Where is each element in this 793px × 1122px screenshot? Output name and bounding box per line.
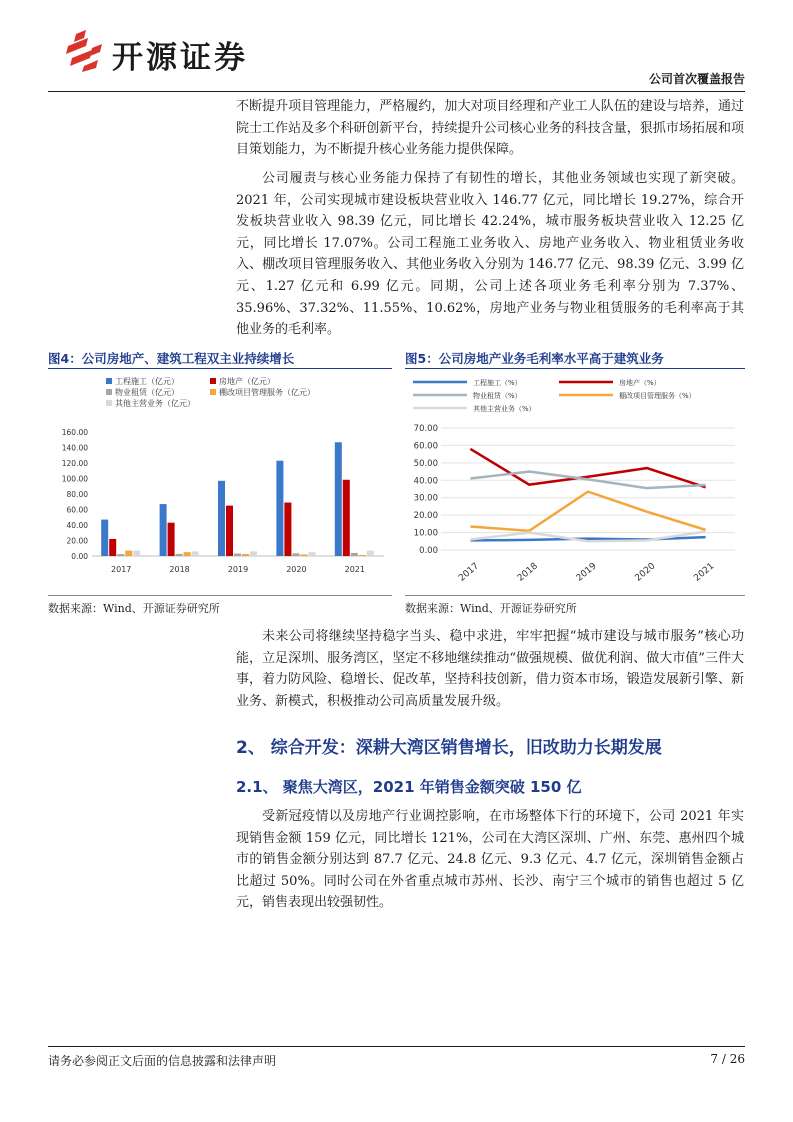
bar [300, 554, 307, 556]
y-tick-label: 120.00 [61, 459, 88, 468]
legend-swatch [106, 400, 112, 406]
x-tick-label: 2018 [169, 565, 190, 574]
bar [343, 480, 350, 556]
y-tick-label: 40.00 [66, 521, 88, 530]
x-tick-label: 2019 [574, 561, 599, 584]
legend-label: 其他主营业务（亿元） [115, 399, 195, 408]
bar [308, 552, 315, 556]
header-rule [48, 91, 745, 92]
legend-label: 棚改项目管理服务（亿元） [219, 388, 315, 397]
y-tick-label: 60.00 [66, 505, 88, 515]
bar [292, 553, 299, 556]
y-tick-label: 80.00 [66, 490, 88, 499]
company-logo [62, 28, 282, 76]
bar [242, 554, 249, 556]
bar [192, 551, 199, 556]
x-tick-label: 2017 [111, 565, 132, 574]
legend-swatch [106, 378, 112, 384]
legend-label: 棚改项目管理服务（%） [619, 392, 696, 400]
x-tick-label: 2021 [344, 565, 365, 574]
y-tick-label: 0.00 [419, 546, 438, 556]
y-tick-label: 100.00 [61, 474, 88, 484]
bar [234, 554, 241, 556]
y-tick-label: 140.00 [61, 443, 88, 453]
figure-4-source: 数据来源：Wind、开源证券研究所 [48, 602, 220, 615]
footer-disclaimer: 请务必参阅正文后面的信息披露和法律声明 [48, 1054, 277, 1068]
figure-4-title: 图4：公司房地产、建筑工程双主业持续增长 [48, 351, 295, 366]
y-tick-label: 60.00 [413, 441, 438, 452]
bar [359, 555, 366, 556]
legend-label: 其他主营业务（%） [473, 405, 536, 413]
x-tick-label: 2020 [286, 565, 307, 574]
figure-5-title: 图5：公司房地产业务毛利率水平高于建筑业务 [405, 351, 664, 366]
section-heading: 2、 综合开发：深耕大湾区销售增长，旧改助力长期发展 [236, 738, 662, 758]
bar [184, 552, 191, 556]
legend-swatch [210, 389, 216, 395]
subsection-heading: 2.1、 聚焦大湾区，2021 年销售金额突破 150 亿 [236, 778, 582, 796]
bar [160, 504, 167, 556]
y-tick-label: 20.00 [413, 511, 438, 522]
bar [226, 506, 233, 556]
bar [176, 554, 183, 556]
logo-mark-icon [62, 28, 110, 72]
page-number: 7 / 26 [710, 1052, 745, 1066]
bar [250, 551, 257, 556]
figure-4-bottom-rule [48, 595, 392, 596]
x-tick-label: 2020 [633, 561, 658, 584]
y-tick-label: 70.00 [413, 424, 438, 434]
y-tick-label: 160.00 [61, 428, 88, 437]
y-tick-label: 40.00 [413, 476, 438, 487]
series-line [470, 449, 705, 487]
paragraph-2: 公司履责与核心业务能力保持了有韧性的增长，其他业务领域也实现了新突破。2021 年，公司实现城市建设板块营业收入 146.77 亿元，同比增长 19.27%，综合开发板块营业收入 98.39 亿元，同比增长 42.24%，城市服务板块营业收入 12.25 亿元，同比增长 17.07%。公司工程施工业务收入、房地产业务收入、物业租赁业务收入、棚改项目管理服务收入、其他业务收入分别为 146.77 亿元、98.39 亿元、3.99 亿元、1.27 亿元和 6.99 亿元。同期，公司上述各项业务毛利率分别为 7.37%、35.96%、37.32%、11.55%、10.62%，房地产业务与物业租赁服务的毛利率高于其他业务的毛利率。 [236, 171, 744, 338]
paragraph-3: 未来公司将继续坚持稳字当头、稳中求进，牢牢把握“城市建设与城市服务”核心功能，立足深圳、服务湾区，坚定不移地继续推动“做强规模、做优利润、做大市值”三件大事，着力防风险、稳增长、促改革，坚持科技创新，借力资本市场，锻造发展新引擎、新业务、新模式，积极推动公司高质量发展升级。 [236, 629, 744, 709]
bar [335, 442, 342, 556]
x-tick-label: 2019 [227, 565, 249, 574]
y-tick-label: 50.00 [413, 458, 438, 469]
legend-swatch [210, 378, 216, 384]
bar [367, 551, 374, 556]
bar [276, 461, 283, 556]
figure-4-rule [48, 368, 392, 369]
paragraph-4: 受新冠疫情以及房地产行业调控影响，在市场整体下行的环境下，公司 2021 年实现销售金额 159 亿元，同比增长 121%，公司在大湾区深圳、广州、东莞、惠州四个城市的销售金额分别达到 87.7 亿元、24.8 亿元、9.3 亿元、4.7 亿元，深圳销售金额占比超过 50%。同时公司在外省重点城市苏州、长沙、南宁三个城市的销售也超过 5 亿元，销售表现出较强韧性。 [236, 809, 744, 911]
bar [109, 539, 116, 556]
figure-5-rule [405, 368, 745, 369]
bar [125, 551, 132, 556]
legend-swatch [106, 389, 112, 395]
legend-label: 房地产（%） [619, 379, 661, 387]
paragraph-1: 不断提升项目管理能力，严格履约，加大对项目经理和产业工人队伍的建设与培养，通过院士工作站及多个科研创新平台，持续提升公司核心业务的科技含量，狠抓市场拓展和项目策划能力，为不断提升核心业务能力提供保障。 [236, 99, 744, 158]
bar [101, 520, 108, 556]
y-tick-label: 10.00 [413, 528, 438, 539]
bar [218, 481, 225, 556]
footer-rule [48, 1046, 745, 1047]
bar [168, 523, 175, 556]
legend-label: 工程施工（%） [473, 379, 522, 387]
bar [117, 554, 124, 556]
y-tick-label: 20.00 [66, 536, 88, 546]
legend-label: 房地产（亿元） [219, 377, 275, 386]
legend-label: 物业租赁（%） [473, 392, 522, 400]
logo-text: 开源证券 [112, 40, 248, 76]
y-tick-label: 30.00 [413, 493, 438, 504]
x-tick-label: 2021 [692, 561, 717, 584]
legend-label: 物业租赁（亿元） [115, 388, 179, 397]
x-tick-label: 2018 [515, 561, 540, 584]
y-tick-label: 0.00 [71, 552, 88, 561]
figure-5-source: 数据来源：Wind、开源证券研究所 [405, 602, 577, 615]
line-chart [405, 370, 745, 594]
report-type-label: 公司首次覆盖报告 [648, 72, 745, 86]
bar-chart [48, 370, 392, 594]
legend-label: 工程施工（亿元） [115, 377, 179, 386]
bar [284, 503, 291, 556]
bar [351, 553, 358, 556]
figure-5-bottom-rule [405, 595, 745, 596]
bar [133, 551, 140, 556]
x-tick-label: 2017 [457, 561, 482, 584]
